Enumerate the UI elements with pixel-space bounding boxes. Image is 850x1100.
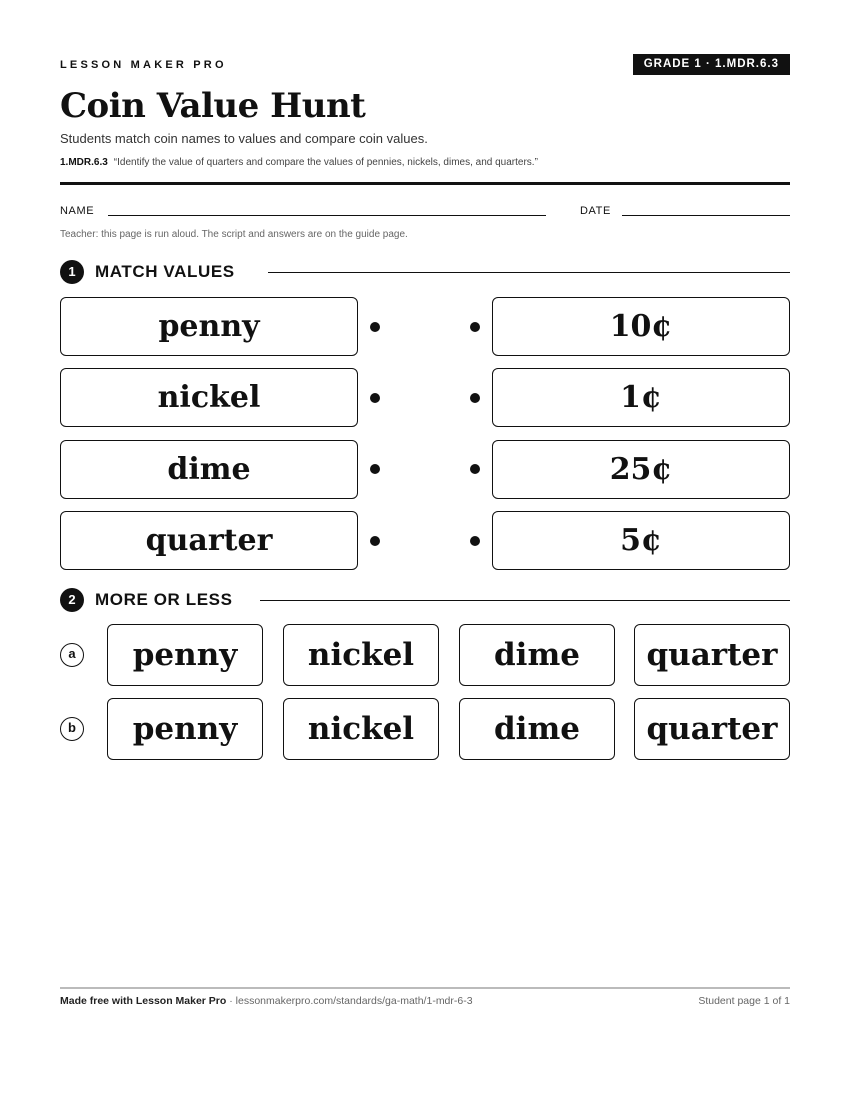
match-card-coin-name[interactable]: dime — [60, 440, 358, 499]
match-dot-right[interactable] — [470, 393, 480, 403]
coin-choice-card[interactable]: penny — [107, 698, 263, 760]
match-card-coin-value[interactable]: 25¢ — [492, 440, 790, 499]
match-dot-right[interactable] — [470, 464, 480, 474]
coin-choice-card[interactable]: dime — [459, 698, 615, 760]
section-more-or-less-header — [60, 588, 790, 612]
match-dot-left[interactable] — [370, 393, 380, 403]
match-card-coin-name[interactable]: quarter — [60, 511, 358, 570]
match-dot-left[interactable] — [370, 536, 380, 546]
section-divider — [260, 600, 790, 601]
match-card-coin-value[interactable]: 1¢ — [492, 368, 790, 427]
page-title: Coin Value Hunt — [60, 86, 366, 126]
match-dot-right[interactable] — [470, 536, 480, 546]
footer-made-with: Made free with Lesson Maker Pro — [60, 995, 227, 1007]
match-dot-left[interactable] — [370, 322, 380, 332]
match-card-coin-value[interactable]: 10¢ — [492, 297, 790, 356]
header-divider — [60, 182, 790, 185]
section-divider — [268, 272, 790, 273]
standard-code: 1.MDR.6.3 — [60, 157, 108, 168]
row-label-badge: b — [60, 717, 84, 741]
coin-choice-card[interactable]: nickel — [283, 624, 439, 686]
section-title: MORE OR LESS — [95, 590, 233, 609]
name-label: NAME — [60, 205, 95, 217]
match-dot-right[interactable] — [470, 322, 480, 332]
standard-text: “Identify the value of quarters and compare the values of pennies, nickels, dimes, and quarters.” — [113, 157, 538, 168]
teacher-note: Teacher: this page is run aloud. The script and answers are on the guide page. — [60, 229, 408, 240]
section-number-badge: 1 — [60, 260, 84, 284]
coin-choice-card[interactable]: nickel — [283, 698, 439, 760]
section-number-badge: 2 — [60, 588, 84, 612]
coin-choice-card[interactable]: dime — [459, 624, 615, 686]
date-field[interactable] — [622, 215, 790, 216]
match-dot-left[interactable] — [370, 464, 380, 474]
page-subtitle: Students match coin names to values and compare coin values. — [60, 131, 428, 146]
footer-credit — [60, 995, 473, 1007]
section-match-values-header — [60, 260, 790, 284]
row-label-badge: a — [60, 643, 84, 667]
footer-url[interactable]: · lessonmakerpro.com/standards/ga-math/1-mdr-6-3 — [226, 995, 473, 1007]
coin-choice-card[interactable]: quarter — [634, 624, 790, 686]
footer-divider — [60, 987, 790, 989]
worksheet-page — [60, 0, 790, 1100]
footer-page-number: Student page 1 of 1 — [698, 995, 790, 1007]
standard-line — [60, 157, 538, 168]
brand-name: LESSON MAKER PRO — [60, 59, 227, 71]
section-title: MATCH VALUES — [95, 262, 235, 281]
coin-choice-card[interactable]: quarter — [634, 698, 790, 760]
match-card-coin-value[interactable]: 5¢ — [492, 511, 790, 570]
grade-badge: GRADE 1 · 1.MDR.6.3 — [633, 54, 790, 75]
coin-choice-card[interactable]: penny — [107, 624, 263, 686]
match-card-coin-name[interactable]: nickel — [60, 368, 358, 427]
date-label: DATE — [580, 205, 611, 217]
match-card-coin-name[interactable]: penny — [60, 297, 358, 356]
name-field[interactable] — [108, 215, 546, 216]
